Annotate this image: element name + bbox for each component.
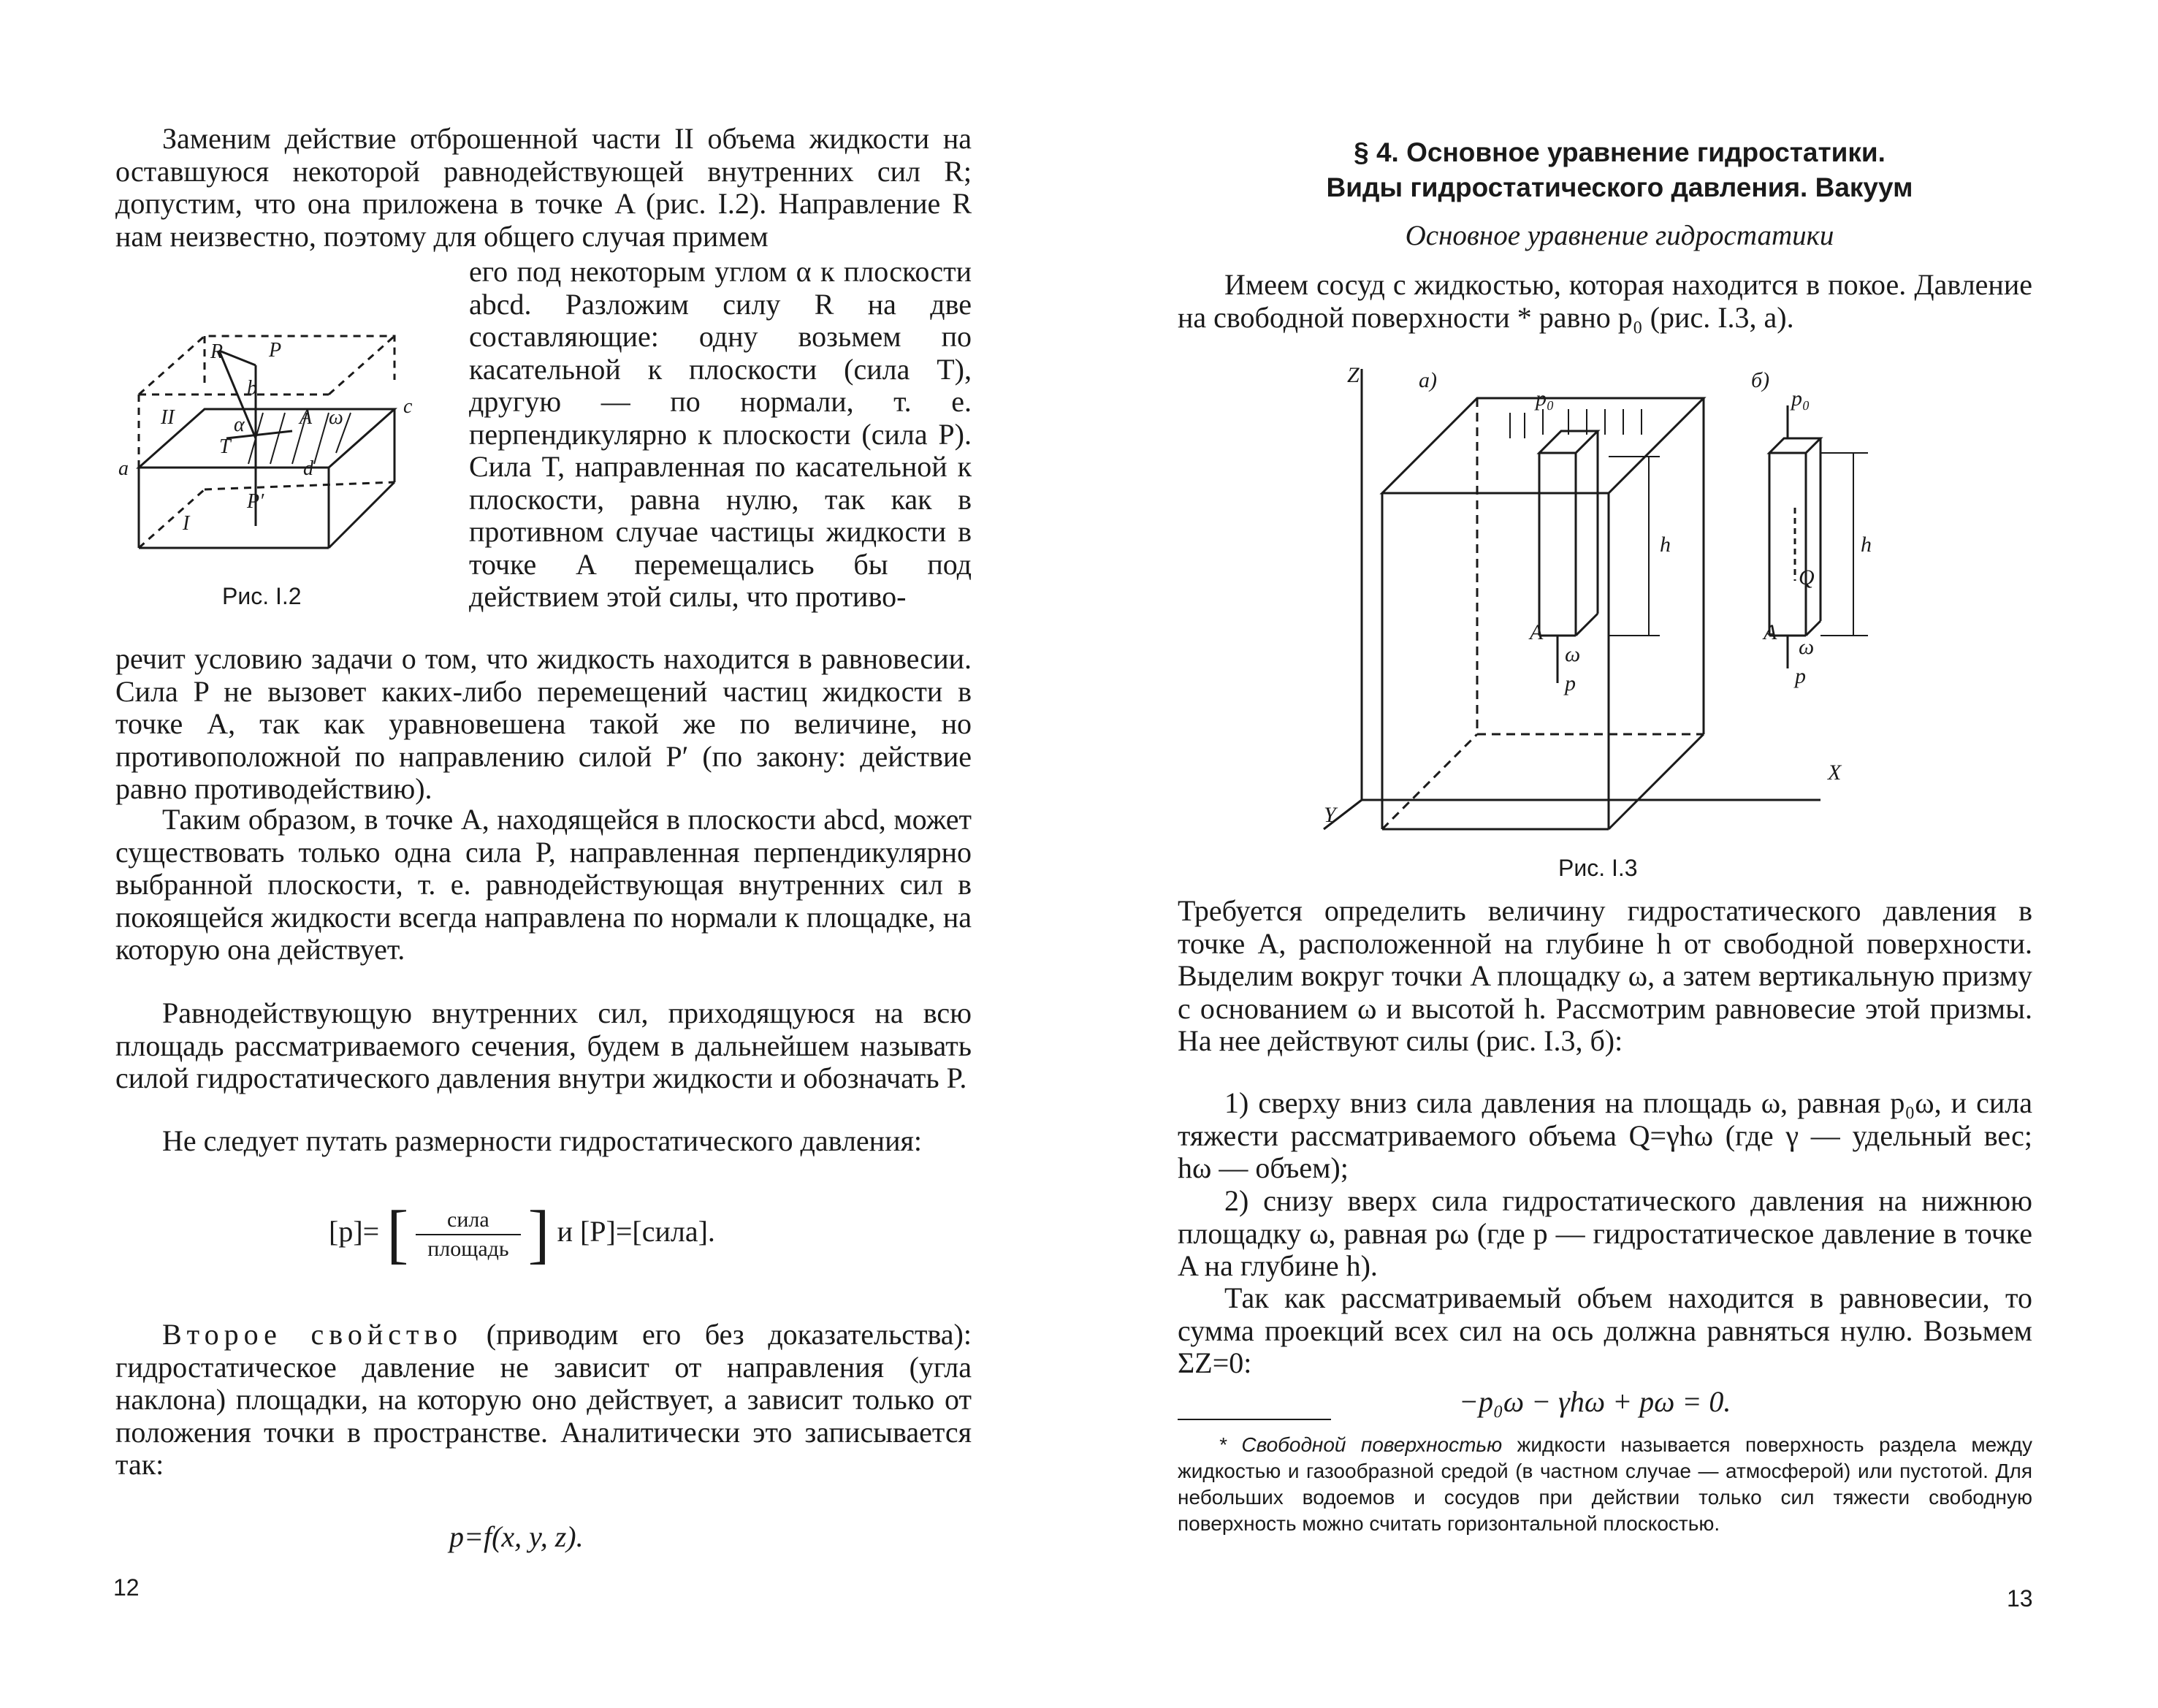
fig13-label-p-b: p (1795, 664, 1806, 688)
fig13-label-Y: Y (1324, 803, 1336, 827)
right-para-1: Имеем сосуд с жидкостью, которая находится в покое. Давление на свободной поверхности * равно p₀ (рис. I.3, a). (1178, 268, 2032, 334)
figure-1-3 (1316, 362, 1959, 836)
right-para-3: 1) сверху вниз сила давления на площадь ω, равная p₀ω, и сила тяжести рассматриваемого объема Q=γhω (где γ — удельный вес; hω — объем); (1178, 1086, 2032, 1184)
fig12-label-a: a (118, 457, 129, 480)
fig12-label-I: I (183, 512, 190, 535)
fig13-label-h-a: h (1660, 533, 1671, 557)
fig12-label-P: P (269, 339, 282, 362)
figure-1-2 (117, 321, 453, 563)
footnote-rule (1178, 1419, 1331, 1420)
fig13-label-omega-b: ω (1799, 635, 1815, 659)
fig12-label-P-prime: P′ (247, 490, 264, 513)
section-heading-line2: Виды гидростатического давления. Вакуум (1326, 172, 1913, 202)
formula-bracket-open: [ (386, 1198, 409, 1270)
fig13-label-p0-a: p₀ (1536, 386, 1555, 411)
left-para-3: Равнодействующую внутренних сил, приходящуюся на всю площадь рассматриваемого сечения, будем в дальнейшем называть силой гидростатического давления внутри жидкости и обозначать P. (115, 996, 972, 1094)
footnote (1178, 1432, 2032, 1537)
formula-denominator: площадь (427, 1237, 509, 1261)
fig12-label-c: c (403, 395, 413, 418)
fig13-label-Z: Z (1347, 363, 1360, 387)
right-para-4: 2) снизу вверх сила гидростатического давления на нижнюю площадку ω, равная pω (где p — гидростатическое давление в точке A на глубине h). (1178, 1184, 2032, 1282)
left-para-1-tail: речит условию задачи о том, что жидкость находится в равновесии. Сила P не вызовет каких-либо перемещений частиц жидкости в точке A, так как уравновешена такой же по величине, но противоположной по направлению силой P′ (по закону: действие равно противодействию). (115, 642, 972, 805)
page-number-left: 12 (113, 1574, 140, 1601)
figure-1-2-caption: Рис. I.2 (222, 583, 302, 609)
fig12-label-A: A (300, 406, 313, 429)
left-para-5-body: (приводим его без доказательства): гидростатическое давление не зависит от направления (угла наклона) площадки, на которую оно действует, а зависит только от положения точки в пространстве. Аналитически это записывается так: (115, 1318, 972, 1481)
right-para-2: Требуется определить величину гидростатического давления в точке A, расположенной на глубине h от свободной поверхности. Выделим вокруг точки A площадку ω, а затем вертикальную призму с основанием ω и высотой h. Рассмотрим равновесие этой призмы. На нее действуют силы (рис. I.3, б): (1178, 894, 2032, 1057)
right-para-5: Так как рассматриваемый объем находится в равновесии, то сумма проекций всех сил на ось должна равняться нулю. Возьмем ΣZ=0: (1178, 1281, 2032, 1379)
formula-dimensions (329, 1198, 715, 1270)
section-heading-line1: § 4. Основное уравнение гидростатики. (1354, 137, 1886, 167)
fig13-label-b: б) (1751, 368, 1770, 392)
fig12-label-d: d (303, 457, 313, 480)
fig12-label-R: R (210, 340, 224, 363)
fig13-label-Q: Q (1799, 565, 1815, 590)
right-formula: −p₀ω − γhω + pω = 0. (1459, 1385, 1731, 1418)
fig13-label-p-a: p (1565, 671, 1576, 695)
fig13-label-omega-a: ω (1565, 642, 1581, 666)
fig13-label-X: X (1828, 760, 1842, 785)
fig12-label-II: II (161, 406, 175, 429)
left-para-4: Не следует путать размерности гидростатического давления: (162, 1124, 922, 1157)
left-para-1-wrap: его под некоторым углом α к плоскости abcd. Разложим силу R на две составляющие: одну возьмем по касательной к плоскости (сила T), другую — по нормали, т. е. перпендикулярно к плоскости (сила P). Сила T, направленная по касательной к плоскости, равна нулю, так как в противном случае частицы жидкости в точке A перемещались бы под действием этой силы, что противо- (469, 255, 972, 613)
fig12-label-omega: ω (329, 406, 343, 429)
formula-bracket-close: ] (527, 1198, 550, 1270)
formula-function: p=f(x, y, z). (449, 1520, 584, 1553)
left-para-5 (115, 1319, 972, 1482)
formula-numerator: сила (416, 1206, 520, 1235)
fig13-label-h-b: h (1861, 533, 1872, 557)
fig12-label-b: b (247, 377, 257, 400)
formula-lhs: [p]= (329, 1215, 380, 1248)
right-page (1079, 0, 2158, 1708)
formula-fraction (416, 1206, 520, 1263)
left-para-1: Заменим действие отброшенной части II объема жидкости на оставшуюся некоторой равнодействующей внутренних сил R; допустим, что она приложена в точке A (рис. I.2). Направление R нам неизвестно, поэтому для общего случая примем (115, 122, 972, 253)
section-heading (1174, 135, 2065, 205)
fig13-label-A-b: A (1764, 620, 1777, 644)
fig13-label-A-a: A (1530, 620, 1544, 644)
fig13-label-p0-b: p₀ (1791, 386, 1810, 411)
section-subheading: Основное уравнение гидростатики (1405, 220, 1834, 251)
formula-rhs: и [P]=[сила]. (557, 1215, 715, 1248)
fig12-label-alpha: α (234, 413, 245, 436)
fig13-label-a: а) (1419, 368, 1437, 392)
left-para-5-spaced: Второе свойство (162, 1318, 463, 1351)
footnote-body: жидкости называется поверхность раздела между жидкостью и газообразной средой (в частном случае — атмосферой) или пустотой. Для небольших водоемов и сосудов при действии только сил тяжести свободную поверхность можно считать горизонтальной плоскостью. (1178, 1433, 2032, 1535)
page-number-right: 13 (2007, 1585, 2033, 1612)
left-para-2: Таким образом, в точке A, находящейся в плоскости abcd, может существовать только одна сила P, направленная перпендикулярно выбранной плоскости, т. е. равнодействующая внутренних сил в покоящейся жидкости всегда направлена по нормали к площадке, на которую она действует. (115, 803, 972, 966)
fig12-label-T: T (219, 435, 231, 458)
footnote-term: * Свободной поверхностью (1219, 1433, 1503, 1456)
figure-1-3-caption: Рис. I.3 (1558, 855, 1638, 881)
